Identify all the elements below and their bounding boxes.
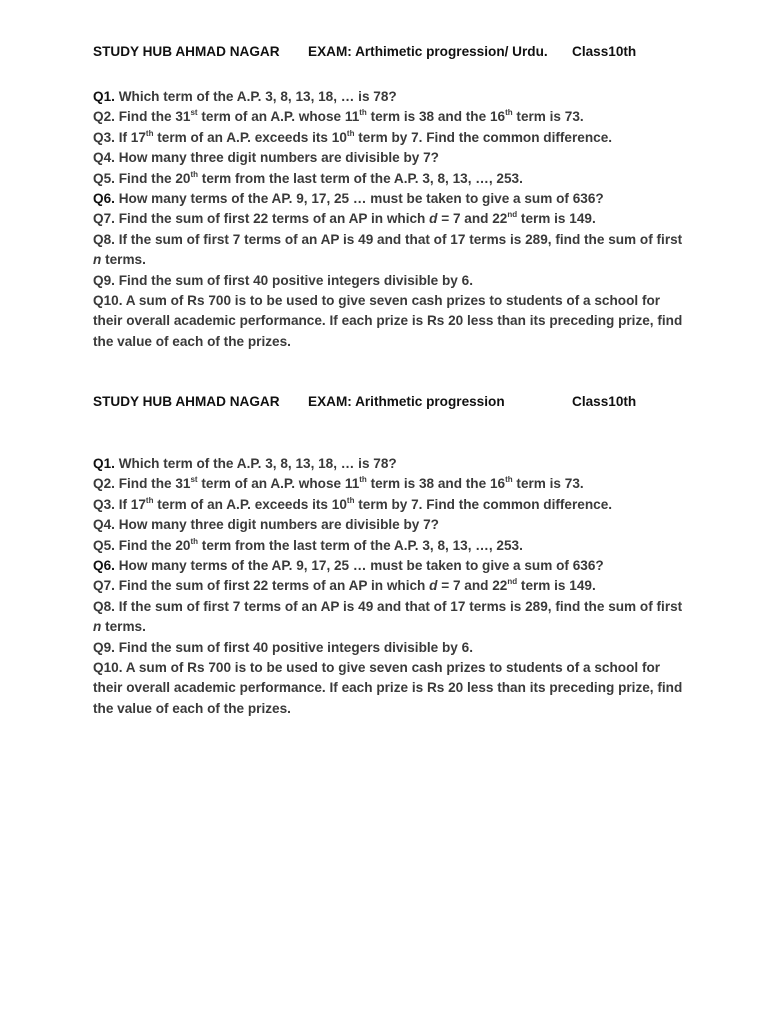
question-number: Q9. [93, 272, 115, 288]
question-sheet-2 [93, 394, 683, 719]
question-item [93, 87, 683, 107]
question-text: If the sum of first 7 terms of an AP is 49 and that of 17 terms is 289, find the sum of first [114, 598, 683, 614]
school-name: STUDY HUB AHMAD NAGAR [93, 394, 280, 409]
question-text: Which term of the A.P. 3, 8, 13, 18, … is 78? [114, 89, 397, 104]
exam-title: EXAM: Arithmetic progression [308, 394, 505, 409]
question-text: Find the 20 [114, 537, 191, 553]
ordinal-suffix: th [190, 169, 199, 179]
question-text: A sum of Rs 700 is to be used to give seven cash prizes to students of a school for their overall academic performance. If each prize is Rs 20 less than its preceding prize, find the value of each of the prizes. [93, 660, 683, 716]
question-item [93, 169, 683, 189]
question-item [93, 495, 683, 515]
question-number: Q6. [93, 191, 115, 207]
ordinal-suffix: th [145, 495, 154, 505]
class-label: Class10th [572, 44, 637, 59]
question-number: Q3. [93, 496, 115, 512]
question-item [93, 128, 683, 148]
sheet-header [93, 44, 683, 62]
class-label: Class10th [572, 394, 637, 409]
question-text: Find the sum of first 22 terms of an AP in which [114, 578, 430, 594]
question-sheet-1 [93, 44, 683, 352]
variable-symbol: n [93, 619, 102, 635]
question-text: Find the 20 [114, 170, 191, 186]
question-text: term by 7. Find the common difference. [354, 129, 613, 145]
question-text: If the sum of first 7 terms of an AP is 49 and that of 17 terms is 289, find the sum of first [114, 231, 683, 247]
question-list [93, 87, 683, 352]
question-number: Q8. [93, 231, 115, 247]
question-number: Q5. [93, 537, 115, 553]
question-number: Q2. [93, 109, 115, 125]
ordinal-suffix: th [505, 108, 513, 118]
question-text: term of an A.P. whose 11 [197, 109, 360, 125]
question-number: Q10. [93, 660, 123, 676]
question-item [93, 189, 683, 209]
question-text: Find the 31 [114, 476, 191, 492]
question-text: term from the last term of the A.P. 3, 8, 13, …, 253. [198, 537, 523, 553]
sheet-header [93, 394, 683, 412]
question-number: Q5. [93, 170, 115, 186]
question-text: term is 149. [517, 211, 596, 227]
question-item [93, 515, 683, 535]
question-text: = 7 and 22 [437, 578, 508, 594]
question-item [93, 230, 683, 271]
question-text: term is 38 and the 16 [366, 109, 506, 125]
ordinal-suffix: th [346, 128, 355, 138]
question-text: Find the sum of first 22 terms of an AP in which [114, 211, 430, 227]
question-text: term is 73. [512, 476, 584, 492]
question-text: term is 38 and the 16 [366, 476, 506, 492]
question-item [93, 597, 683, 638]
question-text: Which term of the A.P. 3, 8, 13, 18, … is 78? [114, 456, 397, 471]
question-item [93, 638, 683, 658]
question-item [93, 107, 683, 127]
ordinal-suffix: th [346, 495, 355, 505]
ordinal-suffix: th [359, 108, 367, 118]
question-text: How many terms of the AP. 9, 17, 25 … must be taken to give a sum of 636? [114, 558, 604, 574]
question-text: If 17 [114, 496, 146, 512]
question-item [93, 576, 683, 596]
question-text: term of an A.P. exceeds its 10 [153, 129, 347, 145]
ordinal-suffix: st [190, 475, 198, 485]
question-item [93, 474, 683, 494]
question-text: Find the sum of first 40 positive integers divisible by 6. [114, 639, 473, 655]
variable-symbol: d [429, 578, 438, 594]
question-number: Q2. [93, 476, 115, 492]
question-text: term of an A.P. whose 11 [197, 476, 360, 492]
question-number: Q8. [93, 598, 115, 614]
question-number: Q1. [93, 456, 115, 471]
school-name: STUDY HUB AHMAD NAGAR [93, 44, 280, 59]
question-text: Find the sum of first 40 positive integers divisible by 6. [114, 272, 473, 288]
question-number: Q1. [93, 89, 115, 104]
question-text: terms. [101, 252, 146, 268]
question-text: How many terms of the AP. 9, 17, 25 … must be taken to give a sum of 636? [114, 191, 604, 207]
question-item [93, 291, 683, 352]
question-text: term from the last term of the A.P. 3, 8, 13, …, 253. [198, 170, 523, 186]
exam-title: EXAM: Arthimetic progression/ Urdu. [308, 44, 548, 59]
question-text: terms. [101, 619, 146, 635]
question-text: term by 7. Find the common difference. [354, 496, 613, 512]
question-number: Q7. [93, 211, 115, 227]
ordinal-suffix: th [359, 475, 367, 485]
question-item [93, 209, 683, 229]
question-item [93, 556, 683, 576]
question-text: = 7 and 22 [437, 211, 508, 227]
question-text: How many three digit numbers are divisible by 7? [114, 150, 439, 166]
ordinal-suffix: th [190, 536, 199, 546]
question-text: If 17 [114, 129, 146, 145]
question-item [93, 271, 683, 291]
question-text: Find the 31 [114, 109, 191, 125]
question-text: term is 149. [517, 578, 596, 594]
question-number: Q4. [93, 150, 115, 166]
question-number: Q3. [93, 129, 115, 145]
ordinal-suffix: nd [507, 577, 518, 587]
ordinal-suffix: nd [507, 210, 518, 220]
question-item [93, 454, 683, 474]
question-text: A sum of Rs 700 is to be used to give seven cash prizes to students of a school for their overall academic performance. If each prize is Rs 20 less than its preceding prize, find the value of each of the prizes. [93, 293, 683, 349]
variable-symbol: n [93, 252, 102, 268]
question-number: Q7. [93, 578, 115, 594]
question-text: How many three digit numbers are divisible by 7? [114, 517, 439, 533]
ordinal-suffix: st [190, 108, 198, 118]
question-number: Q6. [93, 558, 115, 574]
question-number: Q10. [93, 293, 123, 309]
ordinal-suffix: th [505, 475, 513, 485]
question-item [93, 536, 683, 556]
question-list [93, 454, 683, 719]
question-text: term of an A.P. exceeds its 10 [153, 496, 347, 512]
question-number: Q9. [93, 639, 115, 655]
question-item [93, 148, 683, 168]
variable-symbol: d [429, 211, 438, 227]
question-item [93, 658, 683, 719]
question-text: term is 73. [512, 109, 584, 125]
ordinal-suffix: th [145, 128, 154, 138]
question-number: Q4. [93, 517, 115, 533]
